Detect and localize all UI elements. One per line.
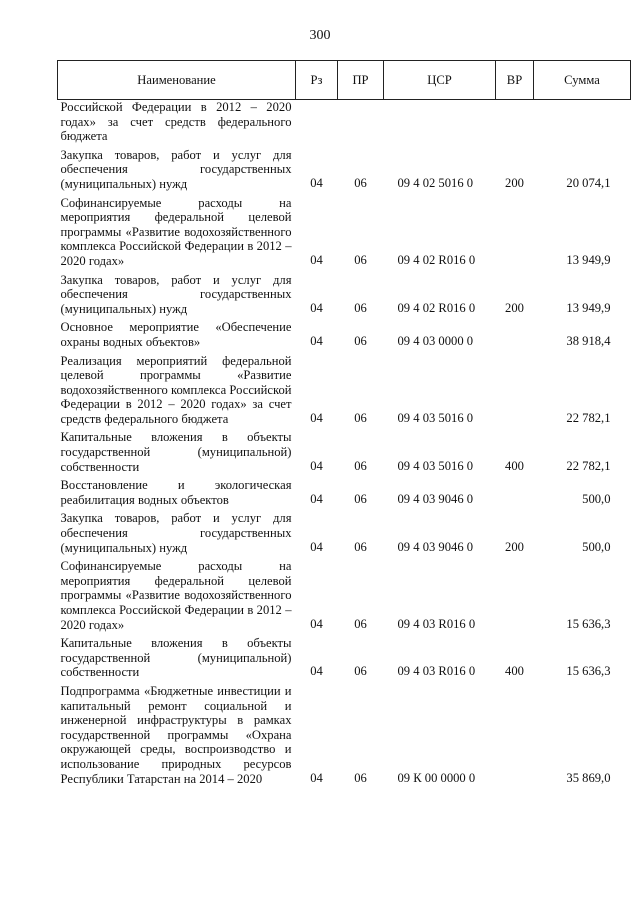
cell-vr: 200 <box>505 175 524 190</box>
cell-name: Капитальные вложения в объекты государственной (муниципальной) собственности <box>60 430 292 474</box>
cell-name: Российской Федерации в 2012 – 2020 годах» за счет средств федерального бюджета <box>60 100 292 144</box>
table-row <box>58 271 631 319</box>
table-row <box>58 509 631 557</box>
cell-rz: 04 <box>310 175 323 190</box>
cell-name: Подпрограмма «Бюджетные инвестиции и капитальный ремонт социальной и инженерной инфраструктуры в рамках государственной программы «Охрана окружающей среды, воспроизводство и использование природных ресурсов Республики Татарстан на 2014 – 2020 <box>60 683 292 786</box>
cell-sum: 15 636,3 <box>566 664 611 679</box>
cell-sum: 500,0 <box>582 539 611 554</box>
cell-pr: 06 <box>354 458 367 473</box>
cell-name: Основное мероприятие «Обеспечение охраны водных объектов» <box>60 320 292 349</box>
header-rz: Рз <box>296 61 338 100</box>
table-row <box>58 318 631 351</box>
cell-pr: 06 <box>354 175 367 190</box>
cell-csr: 09 4 03 0000 0 <box>397 333 474 348</box>
cell-rz: 04 <box>310 300 323 315</box>
header-sum: Сумма <box>534 61 631 100</box>
cell-csr: 09 4 02 R016 0 <box>397 252 476 267</box>
header-name: Наименование <box>58 61 296 100</box>
cell-sum: 20 074,1 <box>566 175 611 190</box>
cell-sum: 15 636,3 <box>566 616 611 631</box>
cell-pr: 06 <box>354 616 367 631</box>
table-header <box>58 61 631 100</box>
cell-vr: 400 <box>505 458 524 473</box>
cell-csr: 09 4 03 9046 0 <box>397 539 474 554</box>
cell-pr: 06 <box>354 300 367 315</box>
cell-vr <box>496 352 534 429</box>
page-number: 300 <box>309 28 331 43</box>
cell-sum: 13 949,9 <box>566 300 611 315</box>
cell-vr <box>496 476 534 509</box>
table-row <box>58 476 631 509</box>
budget-table <box>57 60 631 788</box>
cell-pr: 06 <box>354 410 367 425</box>
cell-name: Капитальные вложения в объекты государственной (муниципальной) собственности <box>60 636 292 680</box>
cell-csr: 09 4 03 R016 0 <box>397 664 476 679</box>
cell-rz: 04 <box>310 252 323 267</box>
cell-sum: 35 869,0 <box>566 770 611 785</box>
cell-rz: 04 <box>310 539 323 554</box>
cell-sum: 38 918,4 <box>566 333 611 348</box>
table-row <box>58 352 631 429</box>
cell-pr: 06 <box>354 539 367 554</box>
header-csr: ЦСР <box>384 61 496 100</box>
cell-vr <box>496 682 534 788</box>
cell-csr: 09 4 03 R016 0 <box>397 616 476 631</box>
cell-rz: 04 <box>310 616 323 631</box>
cell-sum: 13 949,9 <box>566 252 611 267</box>
cell-vr: 200 <box>505 539 524 554</box>
cell-rz: 04 <box>310 491 323 506</box>
table-body <box>58 100 631 789</box>
cell-pr: 06 <box>354 333 367 348</box>
cell-csr <box>384 100 496 146</box>
table-row <box>58 634 631 682</box>
cell-csr: 09 4 03 5016 0 <box>397 458 474 473</box>
table-row <box>58 557 631 634</box>
cell-csr: 09 К 00 0000 0 <box>397 770 476 785</box>
cell-csr: 09 4 02 5016 0 <box>397 175 474 190</box>
cell-vr: 400 <box>505 664 524 679</box>
cell-pr: 06 <box>354 252 367 267</box>
cell-rz: 04 <box>310 664 323 679</box>
cell-rz <box>296 100 338 146</box>
cell-sum: 500,0 <box>582 491 611 506</box>
cell-pr: 06 <box>354 491 367 506</box>
cell-name: Закупка товаров, работ и услуг для обеспечения государственных (муниципальных) нужд <box>60 272 292 316</box>
cell-rz: 04 <box>310 333 323 348</box>
cell-name: Восстановление и экологическая реабилитация водных объектов <box>60 478 292 507</box>
cell-sum: 22 782,1 <box>566 410 611 425</box>
cell-csr: 09 4 03 5016 0 <box>397 410 474 425</box>
cell-name: Закупка товаров, работ и услуг для обеспечения государственных (муниципальных) нужд <box>60 147 292 191</box>
cell-pr <box>338 100 384 146</box>
table-row <box>58 682 631 788</box>
cell-csr: 09 4 03 9046 0 <box>397 491 474 506</box>
cell-pr: 06 <box>354 664 367 679</box>
cell-name: Реализация мероприятий федеральной целевой программы «Развитие водохозяйственного комплекса Российской Федерации в 2012 – 2020 годах» за счет средств федерального бюджета <box>60 353 292 426</box>
cell-name: Софинансируемые расходы на мероприятия федеральной целевой программы «Развитие водохозяйственного комплекса Российской Федерации в 2012 – 2020 годах» <box>60 559 292 632</box>
header-vr: ВР <box>496 61 534 100</box>
table-row <box>58 428 631 476</box>
cell-sum: 22 782,1 <box>566 458 611 473</box>
cell-vr <box>496 100 534 146</box>
header-pr: ПР <box>338 61 384 100</box>
cell-csr: 09 4 02 R016 0 <box>397 300 476 315</box>
cell-rz: 04 <box>310 410 323 425</box>
cell-rz: 04 <box>310 770 323 785</box>
table-row <box>58 100 631 146</box>
cell-name: Софинансируемые расходы на мероприятия федеральной целевой программы «Развитие водохозяйственного комплекса Российской Федерации в 2012 – 2020 годах» <box>60 195 292 268</box>
table-row <box>58 146 631 194</box>
cell-pr: 06 <box>354 770 367 785</box>
cell-vr <box>496 557 534 634</box>
cell-vr: 200 <box>505 300 524 315</box>
cell-rz: 04 <box>310 458 323 473</box>
cell-vr <box>496 318 534 351</box>
cell-sum <box>534 100 631 146</box>
cell-vr <box>496 194 534 271</box>
table-row <box>58 194 631 271</box>
cell-name: Закупка товаров, работ и услуг для обеспечения государственных (муниципальных) нужд <box>60 511 292 555</box>
